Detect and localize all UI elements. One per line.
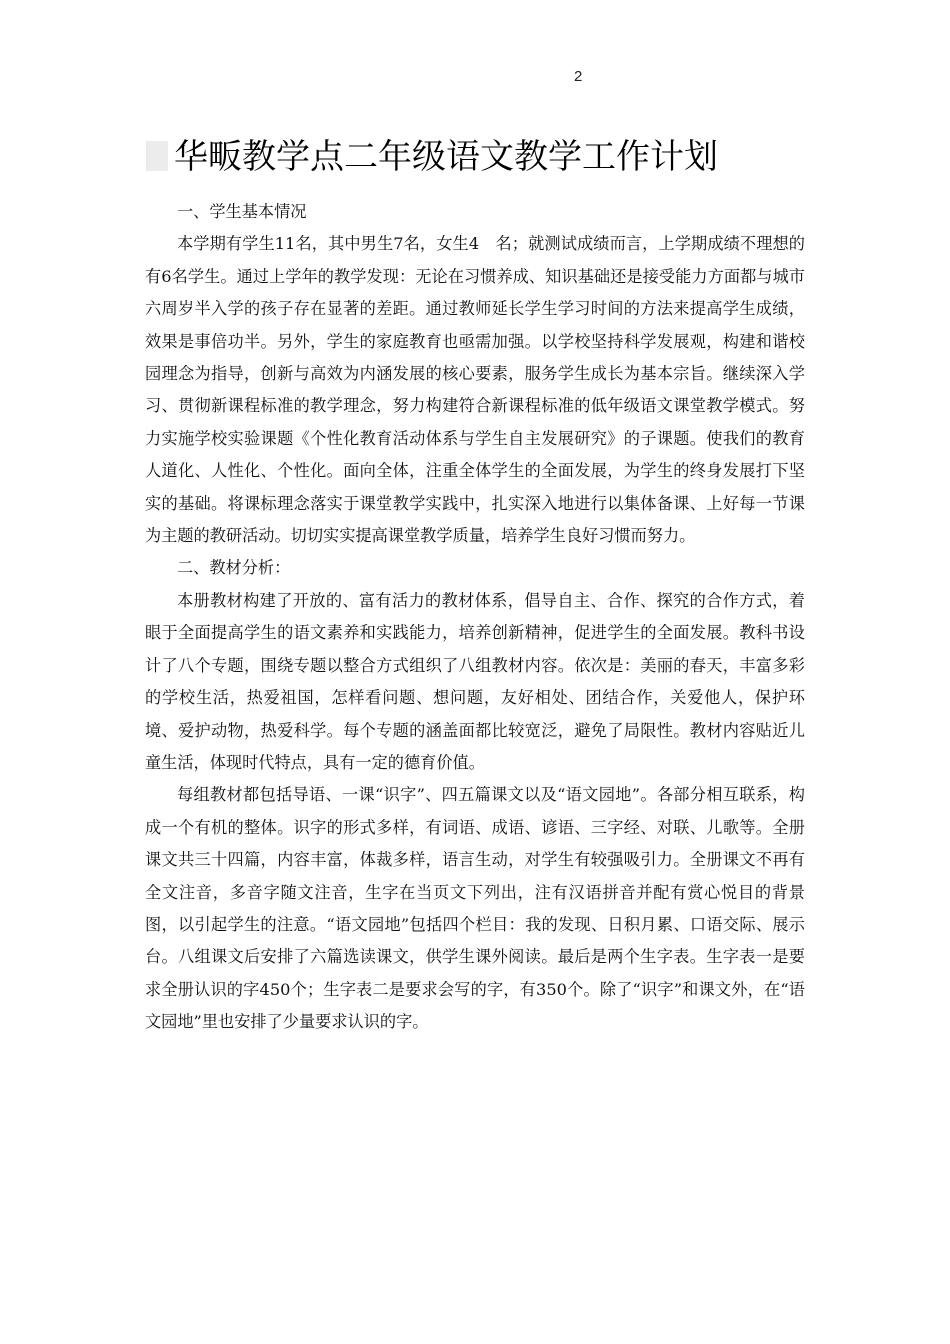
section-heading-2: 二、教材分析： (177, 558, 291, 578)
document-title: 华畈教学点二年级语文教学工作计划 (174, 136, 718, 177)
section-1-paragraph-1: 本学期有学生11名，其中男生7名，女生4 名；就测试成绩而言，上学期成绩不理想的有6名学生。通过上学年的教学发现：无论在习惯养成、知识基础还是接受能力方面都与城市六周岁半入学的孩子存在显著的差距。通过教师延长学生学习时间的方法来提高学生成绩，效果是事倍功半。另外，学生的家庭教育也亟需加强。以学校坚持科学发展观，构建和谐校园理念为指导，创新与高效为内涵发展的核心要素，服务学生成长为基本宗旨。继续深入学习、贯彻新课程标准的教学理念，努力构建符合新课程标准的低年级语文课堂教学模式。努力实施学校实验课题《个性化教育活动体系与学生自主发展研究》的子课题。使我们的教育人道化、人性化、个性化。面向全体，注重全体学生的全面发展，为学生的终身发展打下坚实的基础。将课标理念落实于课堂教学实践中，扎实深入地进行以集体备课、上好每一节课为主题的教研活动。切切实实提高课堂教学质量，培养学生良好习惯而努力。 (145, 234, 805, 546)
section-2-paragraph-1: 本册教材构建了开放的、富有活力的教材体系，倡导自主、合作、探究的合作方式，着眼于全面提高学生的语文素养和实践能力，培养创新精神，促进学生的全面发展。教科书设计了八个专题，围绕专题以整合方式组织了八组教材内容。依次是：美丽的春天，丰富多彩的学校生活，热爱祖国，怎样看问题、想问题，友好相处、团结合作，关爱他人，保护环境、爱护动物，热爱科学。每个专题的涵盖面都比较宽泛，避免了局限性。教材内容贴近儿童生活，体现时代特点，具有一定的德育价值。 (145, 590, 805, 772)
title-marker (146, 141, 168, 171)
section-2-paragraph-2: 每组教材都包括导语、一课“识字”、四五篇课文以及“语文园地”。各部分相互联系，构成一个有机的整体。识字的形式多样，有词语、成语、谚语、三字经、对联、儿歌等。全册课文共三十四篇，内容丰富，体裁多样，语言生动，对学生有较强吸引力。全册课文不再有全文注音，多音字随文注音，生字在当页文下列出，注有汉语拼音并配有赏心悦目的背景图，以引起学生的注意。“语文园地”包括四个栏目：我的发现、日积月累、口语交际、展示台。八组课文后安排了六篇选读课文，供学生课外阅读。最后是两个生字表。生字表一是要求全册认识的字450个；生字表二是要求会写的字，有350个。除了“识字”和课文外，在“语文园地”里也安排了少量要求认识的字。 (145, 785, 805, 1032)
page-number: 2 (574, 68, 583, 85)
title-block (146, 130, 846, 176)
section-heading-1: 一、学生基本情况 (177, 202, 307, 221)
document-body (145, 196, 805, 1039)
